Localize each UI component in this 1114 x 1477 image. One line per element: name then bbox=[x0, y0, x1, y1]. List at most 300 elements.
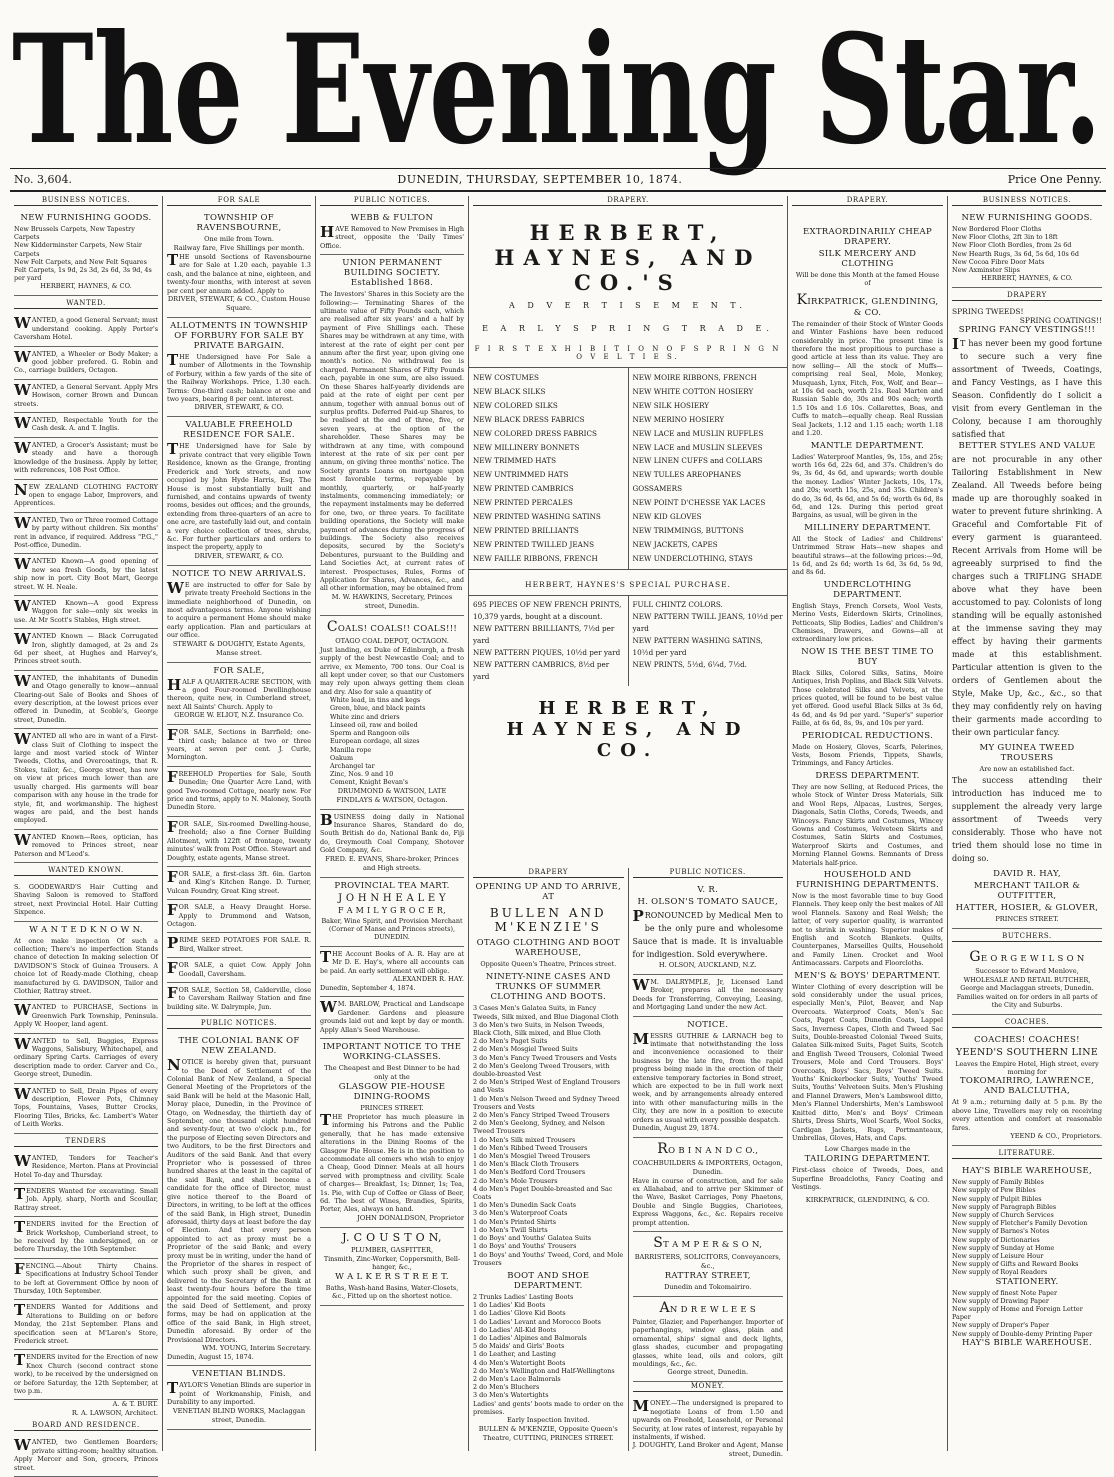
classified-ad: TENDERS Wanted for Additions and Alterations to Building on or before Monday, the 21st September. Plans and specification seen at M'Laren's Store, Frederick street. bbox=[14, 1300, 158, 1350]
ad-body: ANTED to Sell, Drain Pipes of every description, Flower Pots, Chimney Tops, Fountains, Vases, Butter Crocks, Flooring Tiles, Bricks, &c. Lambert's Water of Leith Works. bbox=[14, 1086, 158, 1129]
masthead-title: The Evening Star. bbox=[12, 2, 1102, 178]
list-item: 1 do Men's Mosgiel Tweed Trousers bbox=[473, 1152, 591, 1161]
ad-date: Dunedin, August 29, 1874. bbox=[632, 1124, 720, 1133]
ad-body: HE Undersigned have For Sale a number of Allotments in the Township of Forbury, within a few yards of the site of the Railway Workshops. Price, 1.30 each. Terms: One-third cash; balance at one and two years, bearing 8 per cent. interest. bbox=[167, 353, 311, 404]
list-item: 3 do Men's two Suits, in Nelson Tweeds, Black Cloth, Silk mixed, and Blue Cloth bbox=[473, 1020, 605, 1038]
ad-body: Baker, Wine Spirit, and Provision Merchant (Corner of Manse and Princes streets), DUNEDIN. bbox=[321, 916, 463, 942]
list-item: New Felt Carpets, and New Felt Squares bbox=[14, 257, 147, 266]
novelties-left bbox=[473, 371, 624, 566]
ad-signature: HAY'S BIBLE WAREHOUSE. bbox=[961, 1337, 1092, 1348]
classified-ad: WANTED, a Wheeler or Body Maker; a good jobber prefered. G. Robin and Co., carriage builders, Octagon. bbox=[14, 347, 158, 380]
list-item: NEW PATTERN WASHING SATINS, 10½d per yard bbox=[632, 635, 763, 657]
list-item: New supply of Barnes's Notes bbox=[952, 1227, 1050, 1236]
ad-body: are not procurable in any other Tailoring Establishment in New Zealand. All Tweeds before being made up are thoroughly soaked in water to prevent future shrinking. A Graceful and Comfortable Fit of every garment is guaranteed. Recent Arrivals from Home will be agreeably surprised to find the charges such a TRIFLING SHADE above what they have been accustomed to pay. Colonists of long standing will be equally astonished at the immense saving they may effect by having their garments made at this establishment. Particular attention is given to the orders of Gentlemen about the Style, Make Up, &c., &c., so that they may confidently rely on having their garments made according to their own particular fancy. bbox=[952, 455, 1102, 738]
ad-stamper: ST A M P E R & S O N, BARRISTERS, SOLICITORS, Conveyancers, &c., RATTRAY STREET, Dunedin and Tokomairiro. bbox=[633, 1232, 784, 1297]
list-item: New supply of Paragraph Bibles bbox=[952, 1202, 1057, 1211]
sub-column-public bbox=[629, 868, 788, 1459]
list-item: NEW WHITE COTTON HOSIERY bbox=[632, 386, 754, 396]
ad-body: AVE Removed to New Premises in High street, opposite the 'Daily Times' Office. bbox=[320, 225, 464, 250]
list-item: 2 do Men's Wellington and Half-Wellingtons bbox=[473, 1366, 615, 1375]
list-item: NEW FAILLE RIBBONS, FRENCH bbox=[473, 553, 598, 563]
ad-body: ANTED Known — Black Corrugated Iron, slightly damaged, at 2s and 2s 6d per sheet, at Hughes and Harvey's, Princes street south. bbox=[14, 632, 158, 666]
list-item: NEW PRINTED TWILLED JEANS bbox=[473, 539, 595, 549]
list-item: 10,379 yards, bought at a discount. bbox=[473, 611, 603, 621]
list-item: Linseed oil, raw and boiled bbox=[330, 720, 418, 729]
section-head: DRAPERY bbox=[952, 291, 1102, 301]
classified-ad: FOR SALE, a first-class 3ft. 6in. Garton and King's Kitchen Range. D. Turner, Vulcan Foundry, Great King street. bbox=[167, 867, 311, 900]
ad-title: NOTICE. bbox=[687, 1019, 729, 1030]
ad-title: RATTRAY STREET, bbox=[664, 1270, 751, 1281]
ad-subtitle: One mile from Town. bbox=[204, 235, 274, 243]
column-2 bbox=[163, 196, 316, 1451]
ad-barlow: W M. BARLOW, Practical and Landscape Gardener. Gardens and pleasure grounds laid out and kept by day or month. Apply Allan's Seed Warehouse. bbox=[320, 997, 464, 1039]
ad-body: REEHOLD Properties for Sale, South Dunedin; One Quarter Acre Land, with good Two-roomed Cottage, nearly new. For price and terms, apply to N. Maloney, South Dunedin Store. bbox=[167, 769, 311, 812]
ad-body: T has never been my good fortune to secure such a very fine assortment of Tweeds, Coatings, and Fancy Vestings, as I have this Season. Confidently do I solicit a visit from every Gentleman in the Colony, because I am thoroughly satisfied that bbox=[952, 339, 1102, 440]
ad-signature: FRED. E. EVANS, Share-broker, Princes and High streets. bbox=[325, 854, 459, 872]
ad-yeend bbox=[952, 1032, 1102, 1146]
ad-signature: DRIVER, STEWART, & CO. bbox=[194, 403, 284, 412]
list-item: 1 do Men's Twill Shirts bbox=[473, 1225, 548, 1234]
list-item: NEW PATTERN TWILL JEANS, 10½d per yard bbox=[632, 611, 783, 633]
classified-ad: WANTED, Two or Three roomed Cottage by party without children. Six months' rent in advance, if required. Address "P.G.," Post-office, Dunedin. bbox=[14, 513, 158, 555]
ad-title: BOOT AND SHOE DEPARTMENT. bbox=[507, 1270, 590, 1291]
sub-column-bullen bbox=[469, 868, 629, 1451]
ad-money: MONEY.—The undersigned is prepared to negotiate Loans of from 1.50 and upwards on Freehold, Leasehold, or Personal Security, at low rates of interest, repayable by instalments, if wished. J. DOUGHTY, Land Broker and Agent, Manse street, Dunedin. bbox=[632, 1397, 783, 1459]
list-item: NEW JACKETS, CAPES bbox=[632, 539, 718, 549]
list-item: NEW COSTUMES bbox=[473, 373, 539, 382]
special-table bbox=[469, 595, 787, 686]
classified-ad: WANTED, the inhabitants of Dunedin and Otago generally to know—annual Clearing-out Sale of Books and Shoes of every description, at the lowest prices ever offered in Dunedin, at Scoble's, George street, Dunedin. bbox=[14, 671, 158, 729]
ad-union-building bbox=[320, 255, 464, 616]
ad-signature: HERBERT, HAYNES, & CO. bbox=[981, 274, 1073, 283]
ad-body: M. DALRYMPLE, Jr, Licensed Land Broker, prepares all the necessary Deeds for Transferring, Conveying, Leasing, and Mortgaging Land under the new Act. bbox=[632, 978, 783, 1012]
ad-body: RIME SEED POTATOES FOR SALE. R. Bird, Walker street. bbox=[179, 936, 311, 953]
list-item: Zinc, Nos. 9 and 10 bbox=[330, 770, 394, 779]
list-item: 1 do Ladies' All-Kid Boots bbox=[473, 1325, 557, 1334]
small-ads bbox=[167, 725, 311, 1016]
ad-signature: PRINCES STREET. bbox=[995, 915, 1059, 924]
ad-title: WEBB & FULTON bbox=[350, 213, 434, 223]
ad-tea-mart bbox=[320, 878, 464, 947]
ad-body: Baths, Wash-hand Basins, Water-Closets, &c., Fitted up on the shortest notice. bbox=[325, 1283, 459, 1301]
ad-title: V. R. bbox=[697, 885, 719, 895]
ad-subtitle: PRINCES STREET. bbox=[360, 1104, 424, 1113]
ad-body: ANTED, a Grocer's Assistant; must be steady and have a thorough knowledge of the business. Apply by letter, with references, 108 Post Office. bbox=[14, 440, 158, 475]
classified-ad: FOR SALE, Section 58, Calderville, close to Caversham Railway Station and fine building site. W. Dalrymple, Jun. bbox=[167, 983, 311, 1016]
special-left bbox=[473, 599, 624, 683]
ad-body: At once make inspection Of such a collection; There's no imperfection Stands chance of detection In making selection Of DAVIDSON'S Stock of Guinea Trousers. A choice lot of Ready-made Clothing, cheap manufactured by G. DAVIDSON, Tailor and Clothier, Rattray street. bbox=[14, 936, 158, 996]
ad-signature: DAVID R. HAY, bbox=[993, 869, 1061, 880]
list-item: 2 do Men's Striped West of England Trousers and Vests bbox=[473, 1078, 621, 1095]
ad-title: YEEND'S SOUTHERN LINE bbox=[955, 1046, 1099, 1058]
novelties-table bbox=[469, 367, 787, 570]
ad-title: T A M P E R & S O N, bbox=[663, 1239, 763, 1250]
ad-body: First-class choice of Tweeds, Does, and Superfine Broadcloths, Fancy Coating and Vestings. bbox=[792, 1166, 943, 1192]
ad-title: COACHES! COACHES! bbox=[974, 1034, 1080, 1045]
classified-ad: TENDERS invited for the Erection of Brick Workshop, Cumberland street, to be received by the undersigned, on or before Thursday, the 10th September. bbox=[14, 1217, 158, 1259]
ad-body: ANTED Known—Rees, optician, has removed to Princes street, near Paterson and M'Leod's. bbox=[14, 832, 158, 858]
ad-signature: M. W. HAWKINS, Secretary, Princes street, Dunedin. bbox=[331, 592, 453, 610]
list-item: NEW SILK HOSIERY bbox=[632, 400, 710, 410]
ad-title: J O H N H E A L E Y bbox=[338, 892, 446, 904]
ad-title: EXTRAORDINARILY CHEAP DRAPERY. bbox=[802, 227, 933, 247]
list-item: European cordage, all sizes bbox=[330, 737, 420, 746]
list-item: White zinc and driers bbox=[330, 712, 400, 721]
ad-body: Ladies' Waterproof Mantles, 9s, 15s, and 25s; worth 16s 6d, 22s 6d, and 37s. Children's do 9s, 3s 6d, 4s 6d, and upwards; worth double the money. Ladies' Winter Jackets, 10s, 17s, and 20s; worth 15s, 25s, and 35s. Children's do do, 3s 6d, 4s 6d, and 5s 6d; worth 6s 6d, 8s 6d, and 12s. During this period great Bargains, as usual, will be given in the bbox=[792, 452, 943, 520]
ad-body: M. BARLOW, Practical and Landscape Gardener. Gardens and pleasure grounds laid out and kept by day or month. Apply Allan's Seed Warehouse. bbox=[320, 1000, 464, 1034]
ad-body: Made on Hosiery, Gloves, Scarfs, Pelerines, Vests, Bosom Friends, Tippets, Shawls, Trimmings, and Fancy Articles. bbox=[792, 742, 943, 768]
section-head: PUBLIC NOTICES. bbox=[167, 1019, 311, 1029]
list-item: 1 do Ladies' Kid Boots bbox=[473, 1301, 546, 1310]
list-item: 3 do Men's Watertights bbox=[473, 1391, 549, 1400]
list-item: NEW COLORED DRESS FABRICS bbox=[473, 428, 597, 438]
ad-title: ALLOTMENTS IN TOWNSHIP OF FORBURY FOR SALE BY PRIVATE BARGAIN. bbox=[170, 321, 308, 352]
classified-ad: PRIME SEED POTATOES FOR SALE. R. Bird, Walker street. bbox=[167, 933, 311, 958]
ad-date: Dunedin, August 15, 1874. bbox=[167, 1353, 254, 1361]
list-item: 1 do Ladies' Alpines and Balmorals bbox=[473, 1333, 587, 1342]
classified-ad: WANTED Known—Rees, optician, has removed to Princes street, near Paterson and M'Leod's. bbox=[14, 830, 158, 863]
ad-olson: V. R. H. OLSON'S TOMATO SAUCE, PRONOUNCED by Medical Men to be the only pure and wholesome Sauce that is made. It is invaluable for indigestion. Sold everywhere. H. OLSON, AUCKLAND, N.Z. bbox=[633, 882, 784, 975]
ad-title: W A L K E R S T R E E T. bbox=[335, 1271, 449, 1282]
list-item: 2 do Men's Lace Balmorals bbox=[473, 1374, 561, 1383]
special-right bbox=[633, 599, 784, 671]
list-item: Felt Carpets, 1s 9d, 2s 3d, 2s 6d, 3s 9d, 4s per yard bbox=[14, 266, 152, 283]
ad-glasgow: IMPORTANT NOTICE TO THE WORKING-CLASSES. The Cheapest and Best Dinner to be had only at the GLASGOW PIE-HOUSE DINING-ROOMS PRINCES STREET. THE Proprietor has much pleasure in informing his Patrons and the Public generally, that he has made extensive alterations in the Dining Rooms of the Glasgow Pie House. He is in the position to accommodate all comers who wish to enjoy a Cheap, Good Dinner. Meals at all hours served with promptness and civility. Scale of charges— Breakfast, 1s; Dinner, 1s; Tea, 1s. Pie, with Cup of Coffee or Glass of Beer, 6d. The best of Wines, Brandies, Spirits, Porter, Ales, always on hand. JOHN DONALDSON, Proprietor bbox=[320, 1039, 464, 1228]
ad-subtitle: OTAGO CLOTHING AND BOOT WAREHOUSE, bbox=[476, 938, 620, 958]
classified-ad: WANTED Known—A good opening of new sea fresh Goods, by the latest ship now in port. City Boot Mart, George street. W. H. Neale. bbox=[14, 554, 158, 596]
ad-body: Will be done this Month at the famed House of bbox=[795, 271, 940, 288]
ad-shares: BUSINESS doing daily in National Insurance Shares, Standard do do, South British do do, National Bank do, Fiji do, Greymouth Coal Company, Shotover Gold Company, &c. FRED. E. EVANS, Share-broker, Princes and High streets. bbox=[320, 810, 464, 878]
ad-webb-fulton: WEBB & FULTON HAVE Removed to New Premises in High street, opposite the 'Daily Times' Office. bbox=[320, 210, 464, 255]
ad-body: ENCING.—About Thirty Chains. Specifications at Industry School Tender to be left at Government Office by noon of Thursday, 10th September. bbox=[14, 1261, 158, 1295]
ad-title: TOWNSHIP OF RAVENSBOURNE, bbox=[196, 213, 282, 233]
ad-title: MEN'S & BOYS' DEPARTMENT. bbox=[794, 970, 941, 981]
classified-ad: WANTED Known—A good Express Waggon for sale—only six weeks in use. At Mr Scott's Stables, High street. bbox=[14, 596, 158, 629]
ad-signature: YEEND & CO., Proprietors. bbox=[1010, 1132, 1102, 1141]
ad-body: OR SALE, a Heavy Draught Horse. Apply to Drummond and Watson, Octagon. bbox=[167, 903, 311, 928]
ad-signature: WM. YOUNG, Interim Secretary. bbox=[202, 1344, 311, 1352]
ad-title: H. OLSON'S TOMATO SAUCE, bbox=[637, 897, 779, 907]
ad-body: ANTED, two Gentlemen Boarders; private sitting-room; healthy situation. Apply Mercer and Son, grocers, Princes street. bbox=[14, 1438, 158, 1472]
ad-body: English Stays, French Corsets, Wool Vests, Merino Vests, Eiderdown Skirts, Crinolines, Petticoats, Slip Bodies, Ladies' and Children's Chemises, Drawers, and Gowns—all at extraordinary low prices. bbox=[792, 601, 943, 644]
ad-colonial-bank: THE COLONIAL BANK OF NEW ZEALAND. NOTICE is hereby given that, pursuant to the Deed of Settlement of the Colonial Bank of New Zealand, a Special General Meeting of the Proprietors of the said Bank will be held at the Masonic Hall, Moray place, Dunedin, in the Province of Otago, on Wednesday, the thirtieth day of September, one thousand eight hundred and seventy-four, at two o'clock p.m., for the purpose of Electing seven Directors and two Auditors, to be the first Directors and Auditors of the said Bank. And that every Proprietor who is possessed of three hundred shares at the least in the capital of the said Bank, and shall become a candidate for the office of Director, must give notice thereof to the Board of Directors, in writing, to be left at the offices of the said Bank, in High street, Dunedin aforesaid, thirty days at least before the day of Election. And that every person appointed to act as proxy must be a Proprietor of the said Bank; and every proxy must be in writing, under the hand of the Proprietor of the shares in respect of which such proxy shall be given, and delivered to the Secretary of the Bank at least twenty-four hours before the time appointed for the said meeting. Copies of the said Deed of Settlement, and proxy forms, may be had on application at the office of the said Bank, in High street, Dunedin aforesaid. By order of the Provisional Directors. WM. YOUNG, Interim Secretary. Dunedin, August 15, 1874. bbox=[167, 1033, 311, 1366]
list-item: 4 do Men's Paget Double-breasted and Sac Coats bbox=[473, 1184, 613, 1202]
ad-title: NOTICE TO NEW ARRIVALS. bbox=[171, 568, 307, 579]
ad-signature: DRUMMOND & WATSON, LATE FINDLAYS & WATSON, Octagon. bbox=[336, 786, 448, 804]
ad-body: Now is the most favorable time to buy Good Flannels. They keep only the best makes of All wool Flannels. Saxony and Real Welsh; the latter, of very superior quality, is warranted not to shrink in washing. Superior makes of English and Scotch Blankets. Quilts, Counterpanes, Marseilles Quilts, Household and Family Linen. Crocket and Wool Antimacassars. Carpets and Floorcloths. bbox=[792, 891, 943, 968]
list-item: New supply of Pulpit Bibles bbox=[952, 1194, 1042, 1203]
ad-title: STATIONERY. bbox=[995, 1276, 1059, 1287]
ad-body: Just landing, ex Duke of Edinburgh, a fresh supply of the best Newcastle Coal; and to arrive, ex Memento, 700 tons. Our Coal is all kept under cover, so that our Customers may rely upon always getting them clean and dry. Also for sale a quantity of bbox=[320, 645, 464, 696]
list-item: NEW UNDERCLOTHING, STAYS bbox=[632, 553, 753, 563]
list-item: 2 do Men's Bluchers bbox=[473, 1383, 540, 1392]
list-item: New supply of Gifts and Reward Books bbox=[952, 1260, 1079, 1269]
ad-title: OPENING UP AND TO ARRIVE, AT bbox=[475, 882, 621, 902]
ad-list bbox=[952, 1289, 1102, 1338]
ad-body: At 9 a.m.; returning daily at 5 p.m. By the above Line, Travellers may rely on receiving every attention and comfort at reasonable fares. bbox=[952, 1098, 1102, 1132]
ad-title: F A M I L Y G R O C E R, bbox=[338, 905, 446, 915]
list-item: NEW TULLES AREOPHANES GOSSAMERS bbox=[632, 470, 742, 494]
section-head: WANTED. bbox=[14, 299, 158, 309]
section-head: COACHES. bbox=[952, 1018, 1102, 1028]
ad-quarter-acre: FOR SALE, HALF A QUARTER-ACRE SECTION, with a good Four-roomed Dwellinghouse thereon, quite new, in Cumberland street, next All Saints' Church. Apply to GEORGE W. ELIOT, N.Z. Insurance Co. bbox=[167, 663, 311, 726]
ad-signature: KIRKPATRICK, GLENDINING, & CO. bbox=[805, 1195, 930, 1204]
ad-body: HE Proprietor has much pleasure in informing his Patrons and the Public generally, that he has made extensive alterations in the Dining Rooms of the Glasgow Pie House. He is in the position to accommodate all comers who wish to enjoy a Cheap, Good Dinner. Meals at all hours served with promptness and civility. Scale of charges— Breakfast, 1s; Dinner, 1s; Tea, 1s. Pie, with Cup of Coffee or Glass of Beer, 6d. The best of Wines, Brandies, Spirits, Porter, Ales, always on hand. bbox=[320, 1113, 464, 1214]
ad-body: OTICE is hereby given that, pursuant to the Deed of Settlement of the Colonial Bank of New Zealand, a Special General Meeting of the Proprietors of the said Bank will be held at the Masonic Hall, Moray place, Dunedin, in the Province of Otago, on Wednesday, the thirtieth day of September, one thousand eight hundred and seventy-four, at two o'clock p.m., for the purpose of Electing seven Directors and two Auditors, to be the first Directors and Auditors of the said Bank. And that every Proprietor who is possessed of three hundred shares at the least in the capital of the said Bank, and shall become a candidate for the office of Director, must give notice thereof to the Board of Directors, in writing, to be left at the offices of the said Bank, in High street, Dunedin aforesaid, thirty days at least before the day of Election. And that every person appointed to act as proxy must be a Proprietor of the said Bank; and every proxy must be in writing, under the hand of the Proprietor of the shares in respect of which such proxy shall be given, and delivered to the Secretary of the Bank at least twenty-four hours before the time appointed for the said meeting. Copies of the said Deed of Settlement, and proxy forms, may be had on application at the office of the said Bank, in High street, Dunedin aforesaid. By order of the Provisional Directors. bbox=[167, 1058, 311, 1344]
ad-kirkpatrick: EXTRAORDINARILY CHEAP DRAPERY. SILK MERCERY AND CLOTHING Will be done this Month at the famed House of KIRKPATRICK, GLENDINING, & CO. The remainder of their Stock of Winter Goods and Winter Fashions have been reduced considerably in price. The present time is therefore the most propitious to purchase a good article at less than its value. They are now selling— All the stock of Muffs—comprising real Seal, Mole, Monkey, Musquash, Lynx, Fitch, Fox, Wolf, and Bear—at 10s 6d each, worth 21s. Real Marten and Russian Sable do, 30s and 90s each; worth 1.5 10s and 1.6 10s. Collarettes, Boas, and Cuffs to match—equally cheap. Real Russian Seal Jackets, 1.12 and 1.15 each; worth 1.18 and 1.20. MANTLE DEPARTMENT. Ladies' Waterproof Mantles, 9s, 15s, and 25s; worth 16s 6d, 22s 6d, and 37s. Children's do 9s, 3s 6d, 4s 6d, and upwards; worth double the money. Ladies' Winter Jackets, 10s, 17s, and 20s; worth 15s, 25s, and 35s. Children's do do, 3s 6d, 4s 6d, and 5s 6d; worth 6s 6d, 8s 6d, and 12s. During this period great Bargains, as usual, will be given in the MILLINERY DEPARTMENT. All the Stock of Ladies' and Childrens' Untrimmed Straw Hats—new shapes and beautiful straws—at the following prices:—9d, 1s 6d, and 2s 6d; worth 1s 6d, 3s 6d, 5s 9d, and 8s 6d. UNDERCLOTHING DEPARTMENT. English Stays, French Corsets, Wool Vests, Merino Vests, Eiderdown Skirts, Crinolines, Petticoats, Slip Bodies, Ladies' and Children's Chemises, Drawers, and Gowns—all at extraordinary low prices. NOW IS THE BEST TIME TO BUY Black Silks, Colored Silks, Satins, Moire Antiques, Irish Poplins, and Black Silk Velvets. Those celebrated Silks and Velvets, at the prices quoted, will be found to be best value yet offered. Good useful Black Silks at 3s 6d, 4s 6d, and 4s 9d per yard. "Super's" superior Faille, at 6s 6d, 8s, 9s, and 10s per yard. PERIODICAL REDUCTIONS. Made on Hosiery, Gloves, Scarfs, Pelerines, Vests, Bosom Friends, Tippets, Shawls, Trimmings, and Fancy Articles. DRESS DEPARTMENT. They are now Selling, at Reduced Prices, the whole Stock of Winter Dress Materials, Silk and Wool Reps, Alpacas, Lustres, Serges, Diagonals, Satin Cloths, Coreds, Tweeds, and Winceys. Fancy Skirts and Costumes, Wincey Gowns and Costumes, Velveteen Skirts and Costumes, Satin Skirts and Costumes, Waterproof Skirts and Costumes, and Morning Flannel Gowns. Remnants of Dress Materials half-price. HOUSEHOLD AND FURNISHING DEPARTMENTS. Now is the most favorable time to buy Good Flannels. They keep only the best makes of All wool Flannels. Saxony and Real Welsh; the latter, of very superior quality, is warranted not to shrink in washing. Superior makes of English and Scotch Blankets. Quilts, Counterpanes, Marseilles Quilts, Household and Family Linen. Crocket and Wool Antimacassars. Carpets and Floorcloths. MEN'S & BOYS' DEPARTMENT. Winter Clothing of every description will be sold considerably under the usual prices, especially Men's, Pilot, Beaver, and Nap Overcoats. Waterproof Coats, Men's Sac Coats, Paget Coats, Dunedin Coats, Lappel Sacs, Inverness Capes, Cloth and Tweed Sac Suits, Double-breasted Colonial Tweed Suits, Galatea Silk-mixed Suits, Paget Suits, Scotch and English Tweed Trousers, Colonial Tweed Trousers, Mole and Cord Trousers. Boys' Overcoats, Boys' Sacs, Boys' Tweed Suits. Youths' Knickerbocker Suits, Youths' Tweed Suits, Youths' Velveteen Suits. Men's Flushing and Flannel Drawers, Men's Lambswool ditto, Men's Flannel Undershirts, Men's Lambswool Knitted ditto, Men's and Boys' Crimean Shirts, Dress Shirts, Wool Scarfs, Wool Socks, Cardigan Jackets, Rugs, Portmanteaux, Umbrellas, Gloves, Hats, and Caps. Low Charges made in the TAILORING DEPARTMENT. First-class choice of Tweeds, Does, and Superfine Broadcloths, Fancy Coating and Vestings. KIRKPATRICK, GLENDINING, & CO. bbox=[792, 227, 943, 1204]
ad-body: ANTED, Tenders for Teacher's Residence, Merton. Plans at Provincial Hotel To-day and Thursday. bbox=[14, 1153, 158, 1179]
ad-body: All the Stock of Ladies' and Childrens' Untrimmed Straw Hats—new shapes and beautiful straws—at the following prices:—9d, 1s 6d, and 2s 6d; worth 1s 6d, 3s 6d, 5s 9d, and 8s 6d. bbox=[792, 534, 943, 577]
ad-signature: ALEXANDER R. HAY. bbox=[392, 974, 464, 983]
ad-coals: COALS! COALS!! COALS!!! OTAGO COAL DEPOT, OCTAGON. Just landing, ex Duke of Edinburgh, a fresh supply of the best Newcastle Coal; and to arrive, ex Memento, 700 tons. Our Coal is all kept under cover, so that our Customers may rely upon always getting them clean and dry. Also for sale a quantity of White lead, in tins and kegs Green, blue, and black paints White zinc and driers Linseed oil, raw and boiled Sperm and Rangoon oils European cordage, all sizes Manilla rope Oakum Archangel tar Zinc, Nos. 9 and 10 Cement, Knight Bevan's DRUMMOND & WATSON, LATE FINDLAYS & WATSON, Octagon. bbox=[320, 616, 464, 810]
classified-ad: WANTED, a General Servant. Apply Mrs Howison, corner Brown and Duncan streets. bbox=[14, 380, 158, 413]
ad-body: ANTED, the inhabitants of Dunedin and Otago generally to know—annual Clearing-out Sale of Books and Shoes of every description, at the lowest prices ever offered in Dunedin, at Scoble's, George street, Dunedin. bbox=[14, 673, 158, 724]
ad-body: ALF A QUARTER-ACRE SECTION, with a good Four-roomed Dwellinghouse thereon, quite new, in Cumberland street, next All Saints' Church. Apply to bbox=[167, 677, 311, 711]
ad-body: ANTED, a good General Servant; must understand cooking. Apply Porter's Caversham Hotel. bbox=[14, 316, 158, 342]
list-item: NEW KID GLOVES bbox=[632, 512, 702, 522]
list-item: New Hearth Rugs, 3s 6d, 5s 6d, 10s 6d bbox=[952, 249, 1079, 258]
list-item: Archangel tar bbox=[330, 761, 375, 770]
wanted-list bbox=[14, 313, 158, 863]
classified-ad: FREEHOLD Properties for Sale, South Dunedin; One Quarter Acre Land, with good Two-roomed Cottage, nearly new. For price and terms, apply to N. Maloney, South Dunedin Store. bbox=[167, 767, 311, 817]
list-item: White lead, in tins and kegs bbox=[330, 696, 421, 705]
ad-lees: AN D R E W L E E S Painter, Glazier, and Paperhanger. Importer of paperhangings, window glass, plain and ornamental, ships' signal and deck lights, glass shades, cucumber and propagating glasses, white lead, oils and colors, gilt mouldings, &c., &c. George street, Dunedin. bbox=[633, 1297, 784, 1382]
column-head: BUSINESS NOTICES. bbox=[14, 196, 158, 206]
ad-body: The Investors' Shares in this Society are the following:— Terminating Shares of the ultimate value of Fifty Pounds each, which are realised after six years' and a half by payment of Five Shillings each. These Shares may be withdrawn at any time, with interest at the rate of eight per cent per annum after the first year, upon giving one month's notice. No withdrawal fee is charged. Permanent Shares of Fifty Pounds each, payable in one sum, are also issued. On these Shares half-yearly dividends are paid at the rate of eight per cent per annum, together with annual bonus out of surplus profits. Deferred Paid-up Shares, to be realised at the end of three, five, or seven years, at the option of the shareholder. These Shares may be withdrawn at any time, with compound interest at the rate of six per cent per annum, on giving three months' notice. The Society grants Loans on mortgage upon most favorable terms, repayable by monthly, quarterly, or half-yearly instalments, commencing immediately; or the repayment instalments may be deferred for one, two, or three years. To facilitate building operations, the Society will make payment of advances during the progress of buildings. The Society also receives deposits, secured by the Society's Debentures, pursuant to the Building and Land Societies Act, at current rates of interest. Prospectuses, Rules, Forms of Application for Shares, Advances, &c., and all other information, may be obtained from bbox=[320, 290, 464, 593]
ad-subtitle: Successor to Edward Menlove, bbox=[975, 967, 1079, 976]
ad-body: USINESS doing daily in National Insurance Shares, Standard do do, South British do do, National Bank do, Fiji do, Greymouth Coal Company, Shotover Gold Company, &c. bbox=[320, 812, 464, 855]
ad-list bbox=[952, 225, 1102, 274]
ad-body: ANTED all who are in want of a First-class Suit of Clothing to inspect the large and most varied stock of Winter Tweeds, Cloths, and Overcoatings, that R. Stokes, tailor, &c., George street, has now on view at prices much lower than are usually charged. His garments will bear comparison with any house in the trade for style, fit, and workmanship. The highest wages are paid, and the best hands employed. bbox=[14, 732, 158, 825]
list-item: New supply of Home and Foreign Letter Paper bbox=[952, 1304, 1083, 1322]
ad-title: TOKOMAIRIRO, LAWRENCE, AND BALCLUTHA, bbox=[959, 1076, 1095, 1097]
list-item: 2 do Men's Fancy Striped Tweed Trousers bbox=[473, 1111, 610, 1120]
list-item: 1 do Boys' and Youths' Trousers bbox=[473, 1242, 577, 1251]
classified-ad: WANTED Known — Black Corrugated Iron, slightly damaged, at 2s and 2s 6d per sheet, at Hughes and Harvey's, Princes street south. bbox=[14, 629, 158, 671]
ad-subtitle: OTAGO COAL DEPOT, OCTAGON. bbox=[335, 636, 449, 645]
list-item: NEW LACE and MUSLIN SLEEVES bbox=[632, 442, 763, 452]
list-item: 1 do Leather, and Lasting bbox=[473, 1350, 556, 1359]
drapery-advertisement: A D V E R T I S E M E N T. bbox=[509, 301, 747, 310]
ad-furnishing bbox=[14, 210, 158, 296]
ad-signature: A. & T. BURT. bbox=[112, 1400, 158, 1409]
list-item: NEW PRINTED CAMBRICS bbox=[473, 484, 574, 494]
ad-body: HE Account Books of A. R. Hay are at Mr D. E. Hay's, where all accounts can be paid. An early settlement will oblige. bbox=[320, 949, 464, 975]
ad-body: The remainder of their Stock of Winter Goods and Winter Fashions have been reduced considerably in price. The present time is therefore the most propitious to purchase a good article at less than its value. They are now selling— All the stock of Muffs—comprising real Seal, Mole, Monkey, Musquash, Lynx, Fitch, Fox, Wolf, and Bear—at 10s 6d each, worth 21s. Real Marten and Russian Sable do, 30s and 90s each; worth 1.5 10s and 1.6 10s. Collarettes, Boas, and Cuffs to match—equally cheap. Real Russian Seal Jackets, 1.12 and 1.15 each; worth 1.18 and 1.20. bbox=[792, 319, 943, 438]
ad-body: Have in course of construction, and for sale ex Allahabad, and to arrive per Skimmer of the Wave, Basket Carriages, Pony Phaetons, Double and Single Buggies, Chariotees, Express Waggons, &c., &c. Repairs receive prompt attention. bbox=[632, 1176, 783, 1227]
ad-forbury: ALLOTMENTS IN TOWNSHIP OF FORBURY FOR SALE BY PRIVATE BARGAIN. THE Undersigned have For Sale a number of Allotments in the Township of Forbury, within a few yards of the site of the Railway Workshops. Price, 1.30 each. Terms: One-third cash; balance at one and two years, bearing 8 per cent. interest. DRIVER, STEWART, & CO. bbox=[167, 318, 311, 417]
list-item: NEW TRIMMINGS, BUTTONS bbox=[632, 525, 744, 535]
list-item: New Cocoa Fibre Door Mats bbox=[952, 257, 1045, 266]
list-item: 1 do Men's Nelson Tweed and Sydney Tweed Trousers and Vests bbox=[473, 1094, 620, 1111]
city-date: DUNEDIN, THURSDAY, SEPTEMBER 10, 1874. bbox=[397, 173, 683, 186]
tenders-list bbox=[14, 1151, 158, 1401]
list-item: 4 do Men's Watertight Boots bbox=[473, 1358, 566, 1367]
ad-body: Black Silks, Colored Silks, Satins, Moire Antiques, Irish Poplins, and Black Silk Velvets. Those celebrated Silks and Velvets, at the prices quoted, will be found to be best value yet offered. Good useful Black Silks at 3s 6d, 4s 6d, and 4s 9d per yard. "Super's" superior Faille, at 6s 6d, 8s, 9s, and 10s per yard. bbox=[792, 668, 943, 728]
classified-ad: NEW ZEALAND CLOTHING FACTORY open to engage Labor, Improvers, and Apprentices. bbox=[14, 480, 158, 513]
ad-date: Dunedin, September 4, 1874. bbox=[320, 983, 416, 992]
list-item: NEW PRINTED BRILLIANTS bbox=[473, 525, 579, 535]
ad-title: MANTLE DEPARTMENT. bbox=[810, 440, 925, 451]
classified-ad: FOR SALE, Sections in Barrfield; one-third cash; balance at two or three years, at seven per cent. J. Curle, Mornington. bbox=[167, 725, 311, 767]
drapery-sub-columns bbox=[469, 868, 787, 1459]
list-item: NEW PRINTS, 5½d, 6¼d, 7½d. bbox=[632, 659, 747, 669]
ad-signature: DRIVER, STEWART, & CO., Custom House Square. bbox=[167, 295, 311, 313]
list-item: NEW LINEN CUFFS and COLLARS bbox=[632, 456, 763, 466]
list-item: 1 do Men's Silk mixed Trousers bbox=[473, 1135, 576, 1144]
ad-furnishing-2 bbox=[952, 210, 1102, 288]
list-item: 1 do Men's Dunedin Sack Coats bbox=[473, 1201, 577, 1210]
special-purchase: HERBERT, HAYNES'S SPECIAL PURCHASE. bbox=[525, 579, 731, 589]
list-item: 1 do Boys' and Youths' Galatea Suits bbox=[473, 1234, 592, 1243]
ad-residence: VALUABLE FREEHOLD RESIDENCE FOR SALE. THE Undersigned have for Sale by private contract that very eligible Town Residence, known as the Grange, fronting Frederick and York streets, and now occupied by John Hyde Harris, Esq. The House is most substantially built and furnished, and contains upwards of twenty rooms, besides out offices; and the grounds, extending from three-quarters of an acre to one acre, are tastefully laid out, and contain a very choice collection of trees, shrubs, &c. For further particulars and orders to inspect the property, apply to DRIVER, STEWART, & CO. bbox=[167, 417, 311, 565]
ad-title: SILK MERCERY AND CLOTHING bbox=[818, 249, 917, 269]
classified-ad: FOR SALE, Six-roomed Dwelling-house, freehold; also a fine Corner Building Allotment, with 122ft of frontage, twenty minutes' walk from Post Office. Stewart and Doughty, estate agents, Manse street. bbox=[167, 817, 311, 867]
section-head: LITERATURE. bbox=[952, 1149, 1102, 1159]
column-3 bbox=[316, 196, 469, 1451]
list-item: 1 do Ladies' Glove Kid Boots bbox=[473, 1309, 566, 1318]
list-item: 1 do Boys' and Youths' Tweed, Cord, and Mole Trousers bbox=[473, 1250, 624, 1267]
section-head: BUTCHERS. bbox=[952, 932, 1102, 942]
list-item: 1 do Ladies' Levant and Morocco Boots bbox=[473, 1317, 601, 1326]
list-item: 1 do Men's Ribbed Tweed Trousers bbox=[473, 1143, 588, 1152]
list-item: 1 do Men's Black Cloth Trousers bbox=[473, 1160, 579, 1169]
list-item: NEW PRINTED PERCALES bbox=[473, 498, 573, 508]
ad-body: HE Undersigned have for Sale by private contract that very eligible Town Residence, known as the Grange, fronting Frederick and York streets, and now occupied by John Hyde Harris, Esq. The House is most substantially built and furnished, and contains upwards of twenty rooms, besides out offices; and the grounds, extending from three-quarters of an acre to one acre, are tastefully laid out, and contain a very choice collection of trees, shrubs, &c. For further particulars and orders to inspect the property, apply to bbox=[167, 442, 311, 552]
classified-ad: FENCING.—About Thirty Chains. Specifications at Industry School Tender to be left at Government Office by noon of Thursday, 10th September. bbox=[14, 1259, 158, 1301]
ad-body: The success attending their introduction has induced me to supplement the already very large assortment of Tweeds very considerably. Those who have not tried them should lose no time in doing so. bbox=[952, 776, 1102, 864]
list-item: New supply of Drawing Paper bbox=[952, 1296, 1049, 1305]
ad-body: SPRING TWEEDS! bbox=[952, 307, 1024, 317]
classified-ad: TENDERS invited for the Erection of new Knox Church (second contract stone work), to be received by the undersigned on or before Saturday, the 12th September, at two p.m. bbox=[14, 1350, 158, 1400]
list-item: New Bordered Floor Cloths bbox=[952, 225, 1042, 233]
list-item: NEW COLORED SILKS bbox=[473, 400, 558, 410]
list-item: New supply of Dictionaries bbox=[952, 1235, 1040, 1244]
list-item: New supply of finest Note Paper bbox=[952, 1288, 1057, 1297]
list-item: 695 PIECES OF NEW FRENCH PRINTS, bbox=[473, 599, 622, 609]
list-item: New supply of Church Services bbox=[952, 1210, 1054, 1219]
ad-body: Painter, Glazier, and Paperhanger. Importer of paperhangings, window glass, plain and ornamental, ships' signal and deck lights, glass shades, cucumber and propagating glasses, white lead, oils and colors, gilt mouldings, &c., &c. bbox=[632, 1317, 783, 1368]
list-item: NEW MOIRE RIBBONS, FRENCH bbox=[632, 373, 757, 382]
list-item: 3 do Men's Waterproof Coats bbox=[473, 1209, 568, 1218]
ad-body: Early Inspection Invited. bbox=[506, 1416, 590, 1425]
ad-title: HAY'S BIBLE WAREHOUSE, bbox=[961, 1166, 1092, 1177]
ad-signature: STEWART & DOUGHTY, Estate Agents, Manse street. bbox=[172, 639, 306, 657]
list-item: New Floor Cloths, 2ft 3in to 18ft bbox=[952, 233, 1058, 242]
list-item: NEW MERINO HOSIERY bbox=[632, 414, 725, 424]
ad-dalrymple: W M. DALRYMPLE, Jr, Licensed Land Broker, prepares all the necessary Deeds for Transferring, Conveying, Leasing, and Mortgaging Land under the new Act. bbox=[633, 975, 784, 1017]
classified-ad: WANTED, Respectable Youth for the Cash desk. A. and T. Inglis. bbox=[14, 413, 158, 438]
list-item: Manilla rope bbox=[330, 745, 372, 754]
ad-title: NINETY-NINE CASES AND TRUNKS OF SUMMER CLOTHING AND BOOTS. bbox=[485, 972, 611, 1003]
ad-body: OR SALE, a first-class 3ft. 6in. Garton and King's Kitchen Range. D. Turner, Vulcan Foundry, Great King street. bbox=[167, 869, 311, 895]
list-item: New Brussels Carpets, New Tapestry Carpets bbox=[14, 225, 135, 242]
ad-body: Low Charges made in the bbox=[824, 1145, 911, 1154]
ad-body: Tinsmith, Zinc-Worker, Coppersmith, Bell-hanger, &c., bbox=[323, 1254, 461, 1272]
ad-list bbox=[14, 225, 158, 282]
ad-body: ANTED, a General Servant. Apply Mrs Howison, corner Brown and Duncan streets. bbox=[14, 382, 158, 408]
column-head: PUBLIC NOTICES. bbox=[320, 196, 464, 206]
ad-drain: WANTED to Sell, Drain Pipes of every description, Flower Pots, Chimney Tops, Fountains, Vases, Butter Crocks, Flooring Tiles, Bricks, &c. Lambert's Water of Leith Works. bbox=[14, 1084, 158, 1134]
ad-body: Winter Clothing of every description will be sold considerably under the usual prices, especially Men's, Pilot, Beaver, and Nap Overcoats. Waterproof Coats, Men's Sac Coats, Paget Coats, Dunedin Coats, Lappel Sacs, Inverness Capes, Cloth and Tweed Sac Suits, Double-breasted Colonial Tweed Suits, Galatea Silk-mixed Suits, Paget Suits, Scotch and English Tweed Trousers, Colonial Tweed Trousers, Mole and Cord Trousers. Boys' Overcoats, Boys' Sacs, Boys' Tweed Suits. Youths' Knickerbocker Suits, Youths' Tweed Suits, Youths' Velveteen Suits. Men's Flushing and Flannel Drawers, Men's Lambswool ditto, Men's Flannel Undershirts, Men's Lambswool Knitted ditto, Men's and Boys' Crimean Shirts, Dress Shirts, Wool Scarfs, Wool Socks, Cardigan Jackets, Rugs, Portmanteaux, Umbrellas, Gloves, Hats, and Caps. bbox=[792, 982, 943, 1142]
classified-ad: WANTED, a good General Servant; must understand cooking. Apply Porter's Caversham Hotel. bbox=[14, 313, 158, 346]
list-item: 1 do Men's Printed Shirts bbox=[473, 1217, 557, 1226]
drapery-first: F I R S T E X H I B I T I O N O F S P R I N G N O V E L T I E S. bbox=[474, 345, 782, 361]
ad-body: HE unsold Sections of Ravensbourne are for Sale at 1.20 each, payable 1.3 cash, and the balance at nine, eighteen, and twenty-four months, with interest at seven per cent per annum added. Apply to bbox=[167, 253, 311, 295]
ad-davidson bbox=[14, 922, 158, 1001]
ad-hay-accounts: THE Account Books of A. R. Hay are at Mr D. E. Hay's, where all accounts can be paid. An early settlement will oblige. ALEXANDER R. HAY. Dunedin, September 4, 1874. bbox=[320, 947, 464, 998]
list-item: FULL CHINTZ COLORS. bbox=[632, 599, 723, 609]
ad-title: N D R E W L E E S bbox=[669, 1304, 757, 1315]
ad-title: MY GUINEA TWEED TROUSERS bbox=[979, 743, 1075, 764]
ad-title: THE COLONIAL BANK OF NEW ZEALAND. bbox=[178, 1036, 300, 1057]
classified-ad: WANTED all who are in want of a First-class Suit of Clothing to inspect the large and most varied stock of Winter Tweeds, Cloths, and Overcoatings, that R. Stokes, tailor, &c., George street, has now on view at prices much lower than are usually charged. His garments will bear comparison with any house in the trade for style, fit, and workmanship. The highest wages are paid, and the best hands employed. bbox=[14, 729, 158, 829]
novelties-right bbox=[633, 371, 784, 566]
classified-ad: FOR SALE, a quiet Cow. Apply John Goodall, Caversham. bbox=[167, 958, 311, 983]
list-item: 3 Cases Men's Galatea Suits, in Fancy Tweeds, Silk mixed, and Blue Diagonal Cloth bbox=[473, 1004, 619, 1021]
list-item: New supply of Draper's Paper bbox=[952, 1321, 1050, 1330]
ad-arrivals: NOTICE TO NEW ARRIVALS. W E are instructed to offer for Sale by private treaty Freehold Sections in the immediate neighborhood of Dunedin, on most advantageous terms. Anyone wishing to acquire a permanent Home should make early application. Plan and particulars at our office. STEWART & DOUGHTY, Estate Agents, Manse street. bbox=[167, 566, 311, 663]
ad-title: BULLEN AND M'KENZIE'S bbox=[489, 906, 607, 934]
list-item: New supply of Double-demy Printing Paper bbox=[952, 1329, 1093, 1338]
ad-signature: HATTER, HOSIER, & GLOVER, bbox=[955, 903, 1099, 914]
ad-body: AYLOR'S Venetian Blinds are superior in point of Workmanship, Finish, and Durability to any imported. bbox=[167, 1381, 311, 1407]
ad-body: EW ZEALAND CLOTHING FACTORY open to engage Labor, Improvers, and Apprentices. bbox=[14, 482, 158, 508]
classified-ad: TENDERS Wanted for excavating. Small Job. Apply, sharp, North and Scoullar, Rattray street. bbox=[14, 1184, 158, 1217]
ad-goodeward bbox=[14, 880, 158, 922]
ad-body: ANTED, Respectable Youth for the Cash desk. A. and T. Inglis. bbox=[31, 416, 158, 433]
ad-signature: GEORGE W. ELIOT, N.Z. Insurance Co. bbox=[174, 711, 304, 720]
list-item: NEW PATTERN BRILLIANTS, 7½d per yard bbox=[473, 623, 615, 645]
list-item: NEW TRIMMED HATS bbox=[473, 456, 557, 466]
ad-signature: R. A. LAWSON, Architect. bbox=[71, 1409, 158, 1418]
list-item: NEW PATTERN CAMBRICS, 8½d per yard bbox=[473, 659, 610, 681]
classified-ad: FOR SALE, a Heavy Draught Horse. Apply to Drummond and Watson, Octagon. bbox=[167, 900, 311, 933]
ad-purchase: WANTED to PURCHASE, Sections in Greenwich Park Township, Peninsula. Apply W. Hooper, land agent. bbox=[14, 1000, 158, 1033]
ad-title: TAILORING DEPARTMENT. bbox=[804, 1154, 931, 1165]
list-item: Sperm and Rangoon oils bbox=[330, 729, 410, 738]
ad-body: ESSRS GUTHRIE & LARNACH beg to intimate that notwithstanding the loss and inconvenience occasioned to their business by the late fire, from the rapid progress being made in the erection of their extensive temporary factories in Bond street, which are expected to be in full work next week, and by arrangements already entered into with other manufacturing mills in the City, they are now in a position to execute orders as usual with every possible despatch. bbox=[632, 1031, 783, 1124]
ad-title: HOUSEHOLD AND FURNISHING DEPARTMENTS. bbox=[796, 869, 939, 890]
column-head: DRAPERY. bbox=[473, 196, 783, 206]
ad-body: ENDERS invited for the Erection of new Knox Church (second contract stone work), to be received by the undersigned on or before Saturday, the 12th September, at two p.m. bbox=[14, 1353, 158, 1396]
column-head: DRAPERY bbox=[473, 868, 624, 878]
list-item: NEW MILLINERY BONNETS bbox=[473, 442, 580, 452]
ad-title: IMPORTANT NOTICE TO THE WORKING-CLASSES. bbox=[322, 1042, 462, 1063]
section-head: WANTED KNOWN. bbox=[14, 866, 158, 876]
ad-body: OR SALE, Six-roomed Dwelling-house, freehold; also a fine Corner Building Allotment, with 122ft of frontage, twenty minutes' walk from Post Office. Stewart and Doughty, estate agents, Manse street. bbox=[167, 819, 311, 862]
ad-signature: George street, Dunedin. bbox=[667, 1368, 749, 1377]
list-item: 2 do Men's Geelong, Sydney, and Nelson Tweed Trousers bbox=[473, 1119, 605, 1136]
ad-body: They are now Selling, at Reduced Prices, the whole Stock of Winter Dress Materials, Silk and Wool Reps, Alpacas, Lustres, Serges, Diagonals, Satin Cloths, Coreds, Tweeds, and Winceys. Fancy Skirts and Costumes, Wincey Gowns and Costumes, Velveteen Skirts and Costumes, Satin Skirts and Costumes, Waterproof Skirts and Costumes, and Morning Flannel Gowns. Remnants of Dress Materials half-price. bbox=[792, 782, 943, 867]
ad-body: OR SALE, Sections in Barrfield; one-third cash; balance at two or three years, at seven per cent. J. Curle, Mornington. bbox=[167, 728, 311, 762]
list-item: Oakum bbox=[330, 753, 354, 762]
ad-signature: H. OLSON, AUCKLAND, N.Z. bbox=[658, 961, 757, 969]
list-item: New supply of Leisure Hour bbox=[952, 1251, 1044, 1260]
ad-body: ANTED, a Wheeler or Body Maker; a good jobber prefered. G. Robin and Co., carriage builders, Octagon. bbox=[14, 349, 158, 375]
ad-body: WHOLESALE AND RETAIL BUTCHER, George and Maclaggan streets, Dunedin. Families waited on for orders in all parts of the City and Suburbs. bbox=[956, 976, 1098, 1010]
list-item: NEW BLACK DRESS FABRICS bbox=[473, 414, 585, 424]
ad-list bbox=[320, 696, 464, 786]
ad-title: O B I N A N D C O., bbox=[668, 1145, 759, 1156]
ad-ravensbourne: TOWNSHIP OF RAVENSBOURNE, One mile from Town. Railway fare, Five Shillings per month. THE unsold Sections of Ravensbourne are for Sale at 1.20 each, payable 1.3 cash, and the balance at nine, eighteen, and twenty-four months, with interest at seven per cent per annum added. Apply to DRIVER, STEWART, & CO., Custom House Square. bbox=[167, 210, 311, 318]
ad-title: E O R G E W I L S O N bbox=[980, 954, 1085, 965]
ad-subtitle: Dunedin and Tokomairiro. bbox=[664, 1282, 752, 1291]
ad-body: ANTED Known—A good opening of new sea fresh Goods, by the latest ship now in port. City Boot Mart, George street. W. H. Neale. bbox=[14, 557, 158, 591]
column-6 bbox=[788, 196, 948, 1451]
ad-body: ANTED Known—A good Express Waggon for sale—only six weeks in use. At Mr Scott's Stables, High street. bbox=[14, 598, 158, 624]
classified-ad: WANTED, Tenders for Teacher's Residence, Merton. Plans at Provincial Hotel To-day and Thursday. bbox=[14, 1151, 158, 1184]
